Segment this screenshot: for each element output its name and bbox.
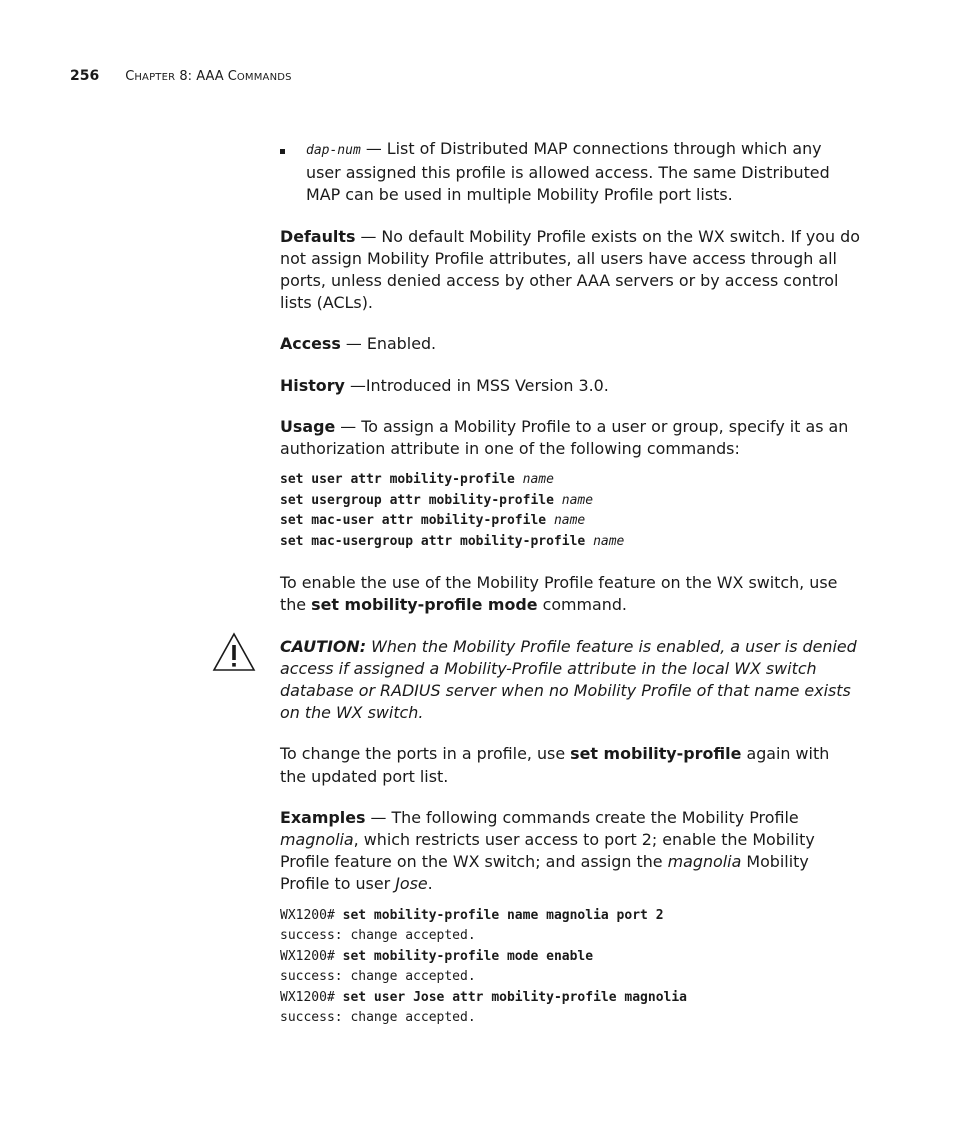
defaults-text: — No default Mobility Profile exists on the WX switch. If you do not assign Mobility Profile attributes, all users have access through all ports, unless denied access by other AAA servers or by access control lists (ACLs). (280, 226, 860, 313)
example-command-line: WX1200# set mobility-profile mode enable (280, 948, 594, 964)
command-line: set mac-user attr mobility-profile name (280, 513, 586, 529)
bullet-square-icon (280, 149, 285, 154)
page-content (280, 138, 860, 1048)
commands-code-block (280, 470, 860, 552)
change-paragraph: To change the ports in a profile, use set mobility-profile again with the updated port list. (280, 744, 830, 786)
examples-label: Examples (280, 807, 366, 827)
command-line: set usergroup attr mobility-profile name (280, 492, 594, 508)
example-output-line: success: change accepted. (280, 928, 476, 944)
running-header (70, 66, 292, 88)
history-paragraph (280, 375, 860, 397)
examples-paragraph: Examples — The following commands create the Mobility Profile magnolia, which restricts user access to port 2; enable the Mobility Profile feature on the WX switch; and assign the magnolia Mobility Profile to user Jose. (280, 807, 815, 894)
caution-label: CAUTION: (280, 636, 367, 656)
caution-triangle-icon (212, 632, 256, 672)
defaults-label: Defaults (280, 226, 356, 246)
command-reference: set mobility-profile (570, 744, 742, 764)
usage-label: Usage (280, 416, 336, 436)
history-text: —Introduced in MSS Version 3.0. (344, 375, 609, 395)
history-label: History (280, 375, 345, 395)
access-label: Access (280, 334, 341, 354)
caution-note (280, 636, 860, 725)
access-paragraph (280, 333, 860, 355)
example-output-line: success: change accepted. (280, 1010, 476, 1026)
bullet-dap-num (280, 138, 860, 207)
example-output-line: success: change accepted. (280, 969, 476, 985)
example-command-line: WX1200# set user Jose attr mobility-profile magnolia (280, 989, 687, 1005)
command-line: set user attr mobility-profile name (280, 472, 554, 488)
chapter-title: CHAPTER 8: AAA COMMANDS (125, 69, 292, 84)
caution-text: When the Mobility Profile feature is enabled, a user is denied access if assigned a Mobility-Profile attribute in the local WX switch database or RADIUS server when no Mobility Profile of that name exists on the WX switch. (280, 636, 857, 723)
usage-paragraph (280, 416, 860, 460)
parameter-description: — List of Distributed MAP connections through which any user assigned this profile is allowed access. The same Distributed MAP can be used in multiple Mobility Profile port lists. (306, 139, 830, 205)
access-text: — Enabled. (340, 334, 437, 354)
defaults-paragraph (280, 226, 860, 315)
enable-paragraph: To enable the use of the Mobility Profile feature on the WX switch, use the set mobility-profile mode command. (280, 573, 838, 615)
usage-text: — To assign a Mobility Profile to a user or group, specify it as an authorization attribute in one of the following commands: (280, 416, 849, 459)
command-reference: set mobility-profile mode (311, 595, 538, 615)
parameter-term: dap-num (306, 143, 361, 158)
page-number: 256 (70, 68, 100, 84)
examples-code-block (280, 906, 860, 1029)
command-line: set mac-usergroup attr mobility-profile name (280, 533, 625, 549)
example-command-line: WX1200# set mobility-profile name magnolia port 2 (280, 907, 664, 923)
